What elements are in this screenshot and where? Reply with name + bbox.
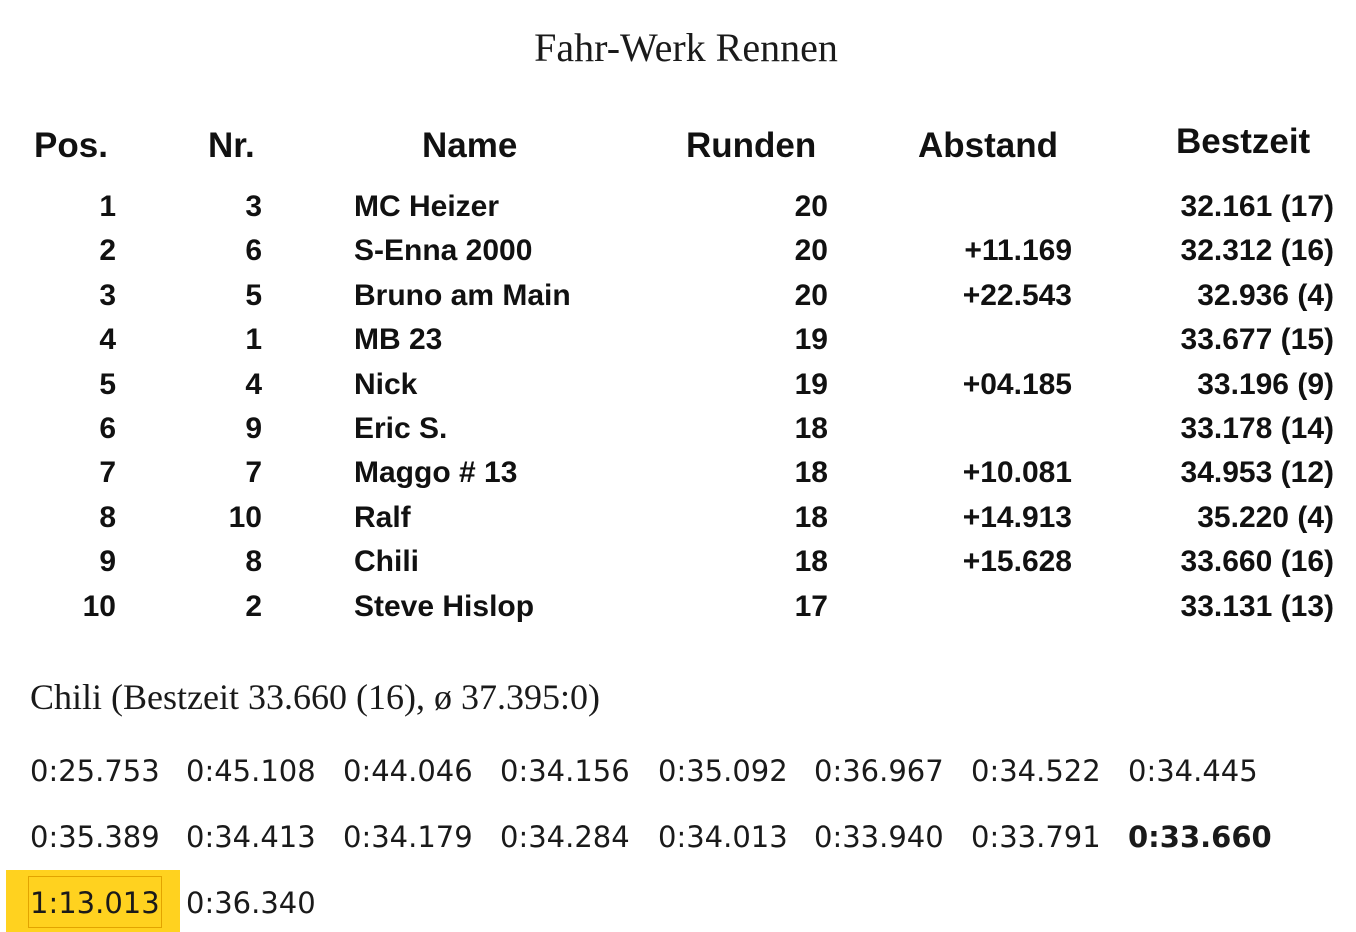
lap-time: 0:44.046 [343,754,473,788]
cell-bestzeit: 33.660 (16) [1180,545,1334,579]
lap-time: 0:36.967 [814,754,944,788]
cell-name: Nick [354,367,418,401]
lap-times-title: Chili (Bestzeit 33.660 (16), ø 37.395:0) [30,677,600,717]
cell-name: MB 23 [354,323,443,357]
cell-abstand: +11.169 [964,234,1072,268]
cell-name: Bruno am Main [354,278,571,312]
cell-nr: 2 [245,589,262,623]
cell-pos: 4 [99,323,116,357]
cell-bestzeit: 32.312 (16) [1180,234,1334,268]
cell-bestzeit: 33.178 (14) [1180,412,1334,445]
highlighted-lap-time: 1:13.013 [30,886,160,920]
lap-time: 0:34.179 [343,820,473,854]
cell-abstand: +14.913 [962,500,1072,534]
cell-runden: 20 [794,234,828,268]
cell-bestzeit: 32.161 (17) [1180,190,1334,223]
cell-name: S-Enna 2000 [354,234,533,268]
lap-time: 0:34.413 [186,820,316,854]
cell-runden: 18 [794,500,828,534]
lap-time: 0:34.156 [500,754,630,788]
cell-pos: 8 [99,500,116,534]
page-title: Fahr-Werk Rennen [534,25,838,70]
cell-name: Chili [354,545,419,579]
cell-nr: 8 [245,545,262,579]
cell-name: Ralf [354,500,411,534]
cell-runden: 18 [794,545,828,579]
cell-abstand: +15.628 [962,545,1072,579]
cell-nr: 6 [245,234,262,268]
lap-time: 0:34.013 [658,820,788,854]
lap-time: 0:34.522 [971,754,1101,788]
cell-name: Steve Hislop [354,589,535,623]
cell-nr: 1 [245,323,262,357]
cell-nr: 7 [245,456,262,490]
header-name: Name [422,126,518,165]
cell-bestzeit: 33.677 (15) [1180,323,1334,357]
cell-abstand: +22.543 [962,278,1072,312]
cell-name: Maggo # 13 [354,456,518,490]
header-runden: Runden [686,126,817,165]
cell-runden: 19 [794,367,828,401]
cell-nr: 4 [245,367,262,401]
cell-pos: 2 [99,234,116,268]
cell-nr: 3 [245,190,262,223]
lap-time: 0:45.108 [186,754,316,788]
cell-bestzeit: 34.953 (12) [1180,456,1334,490]
lap-time: 0:34.445 [1128,754,1258,788]
best-lap-time: 0:33.660 [1128,820,1272,854]
cell-bestzeit: 33.196 (9) [1197,367,1334,401]
cell-abstand: +10.081 [962,456,1072,490]
lap-time: 0:34.284 [500,820,630,854]
header-abstand: Abstand [918,126,1058,165]
cell-pos: 6 [99,412,116,445]
header-nr: Nr. [208,126,255,165]
header-bestzeit: Bestzeit [1176,122,1311,161]
cell-pos: 7 [99,456,116,490]
cell-runden: 18 [794,412,828,445]
cell-runden: 20 [794,278,828,312]
lap-time: 0:33.940 [814,820,944,854]
cell-runden: 20 [794,190,828,223]
cell-pos: 10 [82,589,116,623]
cell-runden: 19 [794,323,828,357]
lap-time: 0:25.753 [30,754,160,788]
lap-time: 0:35.092 [658,754,788,788]
cell-nr: 5 [245,278,262,312]
cell-name: Eric S. [354,412,448,445]
cell-bestzeit: 33.131 (13) [1180,589,1334,623]
cell-pos: 9 [99,545,116,579]
cell-pos: 3 [99,278,116,312]
cell-runden: 18 [794,456,828,490]
lap-time: 0:36.340 [186,886,316,920]
header-pos: Pos. [34,126,108,165]
cell-runden: 17 [794,589,828,623]
lap-time: 0:33.791 [971,820,1101,854]
lap-time: 0:35.389 [30,820,160,854]
cell-pos: 5 [99,367,116,401]
cell-name: MC Heizer [354,190,500,223]
cell-bestzeit: 35.220 (4) [1197,500,1334,534]
cell-bestzeit: 32.936 (4) [1197,278,1334,312]
cell-pos: 1 [99,190,116,223]
cell-abstand: +04.185 [962,367,1072,401]
cell-nr: 10 [228,500,262,534]
cell-nr: 9 [245,412,262,445]
